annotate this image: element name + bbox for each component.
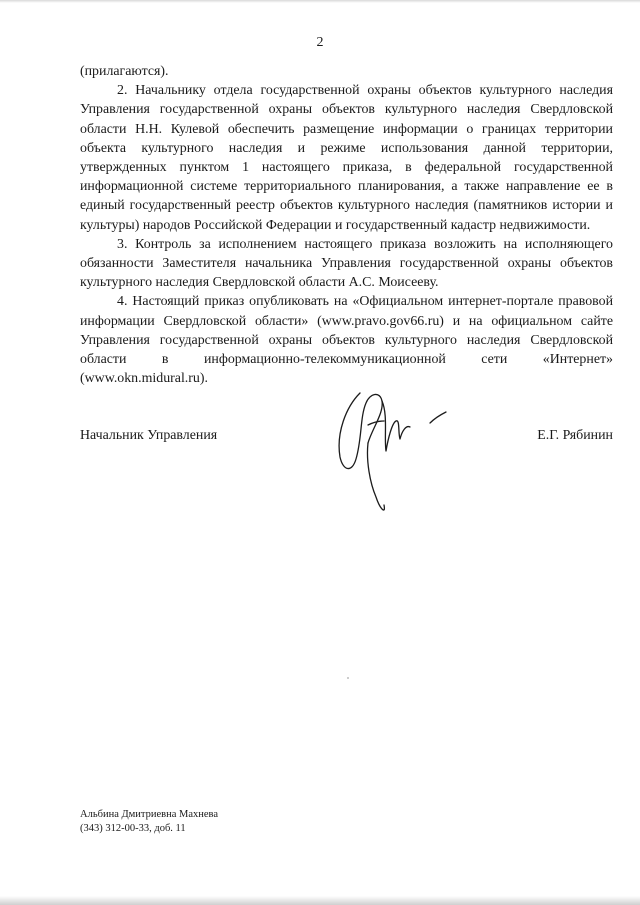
scan-bottom-edge: [0, 896, 640, 905]
paragraph-item-3: 3. Контроль за исполнением настоящего приказа возложить на исполняющего обязанности Заместителя начальника Управления государственной охраны объектов культурного наследия Свердловской области А.С. Моисееву.: [80, 236, 613, 291]
signature-block: [80, 428, 613, 448]
scan-top-edge: [0, 0, 640, 3]
paragraph-continuation: (прилагаются).: [80, 64, 169, 79]
scan-speck: [347, 677, 349, 679]
signatory-role: Начальник Управления: [80, 428, 218, 443]
paragraph-item-2: 2. Начальнику отдела государственной охраны объектов культурного наследия Управления государственной охраны объектов культурного наследия Свердловской области Н.Н. Кулевой обеспечить размещение информации о границах территории объекта культурного наследия и режиме использования данной территории, утвержденных пунктом 1 настоящего приказа, в федеральной государственной информационной системе территориального планирования, а также направление ее в единый государственный реестр объектов культурного наследия (памятников истории и культуры) народов Российской Федерации и государственный кадастр недвижимости.: [80, 83, 613, 233]
handwritten-signature: [322, 385, 462, 515]
document-body: [80, 62, 613, 388]
executor-name: Альбина Дмитриевна Махнева: [80, 809, 219, 820]
executor-phone: (343) 312-00-33, доб. 11: [80, 823, 186, 834]
page-number: 2: [316, 35, 324, 50]
signatory-name: Е.Г. Рябинин: [537, 428, 613, 443]
executor-contact: [80, 808, 218, 836]
paragraph-item-4: 4. Настоящий приказ опубликовать на «Официальном интернет-портале правовой информации Свердловской области» (www.pravo.gov66.ru) и на официальном сайте Управления государственной охраны объектов культурного наследия Свердловской области в информационно-телекоммуникационной сети «Интернет» (www.okn.midural.ru).: [80, 294, 613, 387]
